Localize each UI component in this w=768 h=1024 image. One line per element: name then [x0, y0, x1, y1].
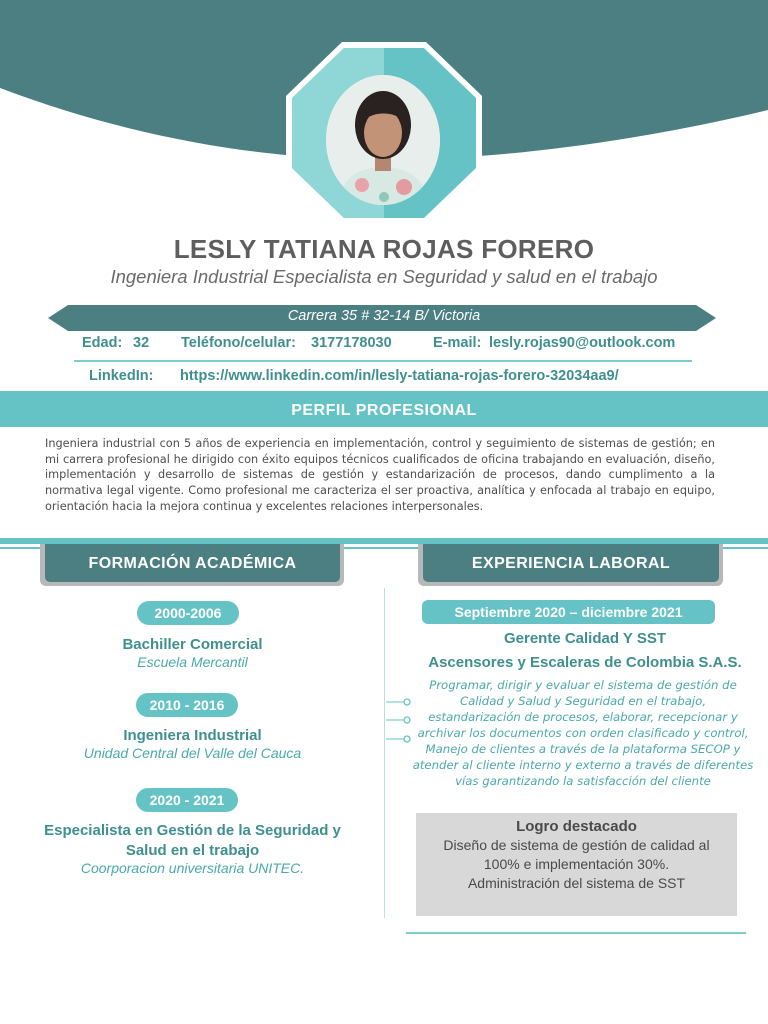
address: Carrera 35 # 32-14 B/ Victoria [287, 308, 481, 324]
education-institution-1: Escuela Mercantil [137, 654, 248, 670]
education-period-3: 2020 - 2021 [136, 788, 238, 812]
candidate-title: Ingeniera Industrial Especialista en Seguridad y salud en el trabajo [110, 266, 658, 287]
experience-divider [406, 932, 746, 934]
achievement-title: Logro destacado [516, 818, 637, 835]
avatar-photo [326, 75, 440, 205]
education-title: FORMACIÓN ACADÉMICA [45, 544, 340, 582]
candidate-name: LESLY TATIANA ROJAS FORERO [173, 234, 595, 264]
profile-text: Ingeniera industrial con 5 años de experiencia en implementación, control y seguimiento de sistemas de gestión; en mi carrera profesional he dirigido con éxito equipos técnicos cualificados de oficina trabajando en evaluación, diseño, implementación y desarrollo de sistemas de gestión y estandarización de procesos, dando cumplimento a la normativa legal vigente. Como profesional me caracteriza el ser proactiva, analítica y enfocada al trabajo en equipo, orientación hacia la mejora continua y excelentes relaciones interpersonales. [45, 437, 715, 513]
linkedin-label: LinkedIn: [89, 368, 154, 384]
phone-label: Teléfono/celular: [181, 335, 296, 351]
education-institution-2: Unidad Central del Valle del Cauca [83, 745, 302, 761]
phone-value: 3177178030 [311, 335, 392, 351]
achievement-box [416, 813, 737, 916]
education-degree-1: Bachiller Comercial [122, 636, 263, 653]
achievement-line-3: Administración del sistema de SST [467, 875, 686, 891]
experience-role-1: Gerente Calidad Y SST [503, 630, 666, 647]
email-value[interactable]: lesly.rojas90@outlook.com [489, 335, 676, 351]
linkedin-link[interactable]: https://www.linkedin.com/in/lesly-tatiana-rojas-forero-32034aa9/ [180, 368, 619, 384]
bullet-connectors [386, 694, 412, 746]
achievement-line-2: 100% e implementación 30%. [483, 856, 670, 872]
contact-divider [74, 360, 692, 362]
profile-title: PERFIL PROFESIONAL [291, 402, 477, 419]
column-divider [384, 588, 385, 918]
email-label: E-mail: [433, 335, 482, 351]
education-period-1: 2000-2006 [137, 601, 239, 625]
education-institution-3: Coorporacion universitaria UNITEC. [80, 860, 305, 876]
experience-company-1: Ascensores y Escaleras de Colombia S.A.S. [428, 654, 742, 671]
achievement-line-1: Diseño de sistema de gestión de calidad al [443, 837, 710, 853]
education-degree-2: Ingeniera Industrial [123, 727, 262, 744]
age-label: Edad: [82, 335, 123, 351]
experience-description-1: Programar, dirigir y evaluar el sistema de gestión de Calidad y Salud y Seguridad en el trabajo, estandarización de procesos, elaborar, recepcionar y archivar los documentos con orden clasificado y control, Manejo de clientes a través de la plataforma SECOP y atender al cliente interno y externo a través de diferentes vías garantizando la satisfacción del cliente [412, 678, 754, 788]
experience-title: EXPERIENCIA LABORAL [423, 544, 719, 582]
education-degree-3: Especialista en Gestión de la Seguridad y Salud en el trabajo [44, 822, 341, 859]
age-value: 32 [133, 335, 150, 351]
avatar [326, 75, 440, 205]
experience-period-1: Septiembre 2020 – diciembre 2021 [422, 600, 715, 624]
education-period-2: 2010 - 2016 [136, 693, 238, 717]
